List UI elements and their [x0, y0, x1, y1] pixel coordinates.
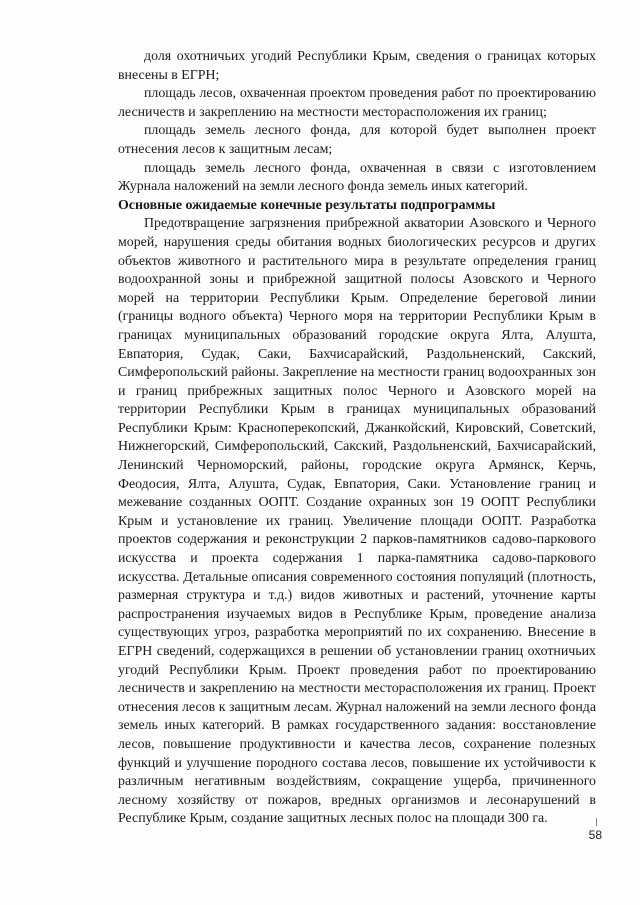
section-heading: Основные ожидаемые конечные результаты подпрограммы	[118, 197, 496, 213]
document-body	[118, 48, 596, 829]
indicator-paragraph-2: площадь лесов, охваченная проектом проведения работ по проектированию лесничеств и закреплению на местности месторасположения их границ;	[118, 86, 596, 120]
indicator-paragraph-3: площадь земель лесного фонда, для которой будет выполнен проект отнесения лесов к защитным лесам;	[118, 123, 596, 157]
page-number: 58	[588, 828, 602, 842]
results-paragraph: Предотвращение загрязнения прибрежной акватории Азовского и Черного морей, нарушения среды обитания водных биологических ресурсов и других объектов животного и растительного мира в результате определения границ водоохранной зоны и прибрежной защитной полосы Азовского и Черного морей на территории Республики Крым. Определение береговой линии (границы водного объекта) Черного моря на территории Республики Крым в границах муниципальных образований городские округа Ялта, Алушта, Евпатория, Судак, Саки, Бахчисарайский, Раздольненский, Сакский, Симферопольский районы. Закрепление на местности границ водоохранных зон и границ прибрежных защитных полос Черного и Азовского морей на территории Республики Крым в границах муниципальных образований Республики Крым: Красноперекопский, Джанкойский, Кировский, Советский, Нижнегорский, Симферопольский, Сакский, Раздольненский, Бахчисарайский, Ленинский Черноморский, районы, городские округа Армянск, Керчь, Феодосия, Ялта, Алушта, Судак, Евпатория, Саки. Установление границ и межевание созданных ООПТ. Создание охранных зон 19 ООПТ Республики Крым и установление их границ. Увеличение площади ООПТ. Разработка проектов содержания и реконструкции 2 парков-памятников садово-паркового искусства и проекта содержания 1 парка-памятника садово-паркового искусства. Детальные описания современного состояния популяций (плотность, размерная структура и т.д.) видов животных и растений, уточнение карты распространения изучаемых видов в Республике Крым, проведение анализа существующих угроз, разработка мероприятий по их сохранению. Внесение в ЕГРН сведений, содержащихся в решении об установлении границ охотничьих угодий Республики Крым. Проект проведения работ по проектированию лесничеств и закреплению на местности месторасположения их границ. Проект отнесения лесов к защитным лесам. Журнал наложений на земли лесного фонда земель иных категорий. В рамках государственного задания: восстановление лесов, повышение продуктивности и качества лесов, сохранение полезных функций и улучшение породного состава лесов, повышение их устойчивости к различным негативным воздействиям, сокращение ущерба, причиненного лесному хозяйству от пожаров, вредных организмов и лесонарушений в Республике Крым, создание защитных лесных полос на площади 300 га.	[118, 216, 596, 827]
scan-artifact-mark	[596, 818, 597, 826]
indicator-paragraph-4: площадь земель лесного фонда, охваченная в связи с изготовлением Журнала наложений на земли лесного фонда земель иных категорий.	[118, 160, 596, 195]
indicator-paragraph-1: доля охотничьих угодий Республики Крым, сведения о границах которых внесены в ЕГРН;	[118, 49, 596, 83]
